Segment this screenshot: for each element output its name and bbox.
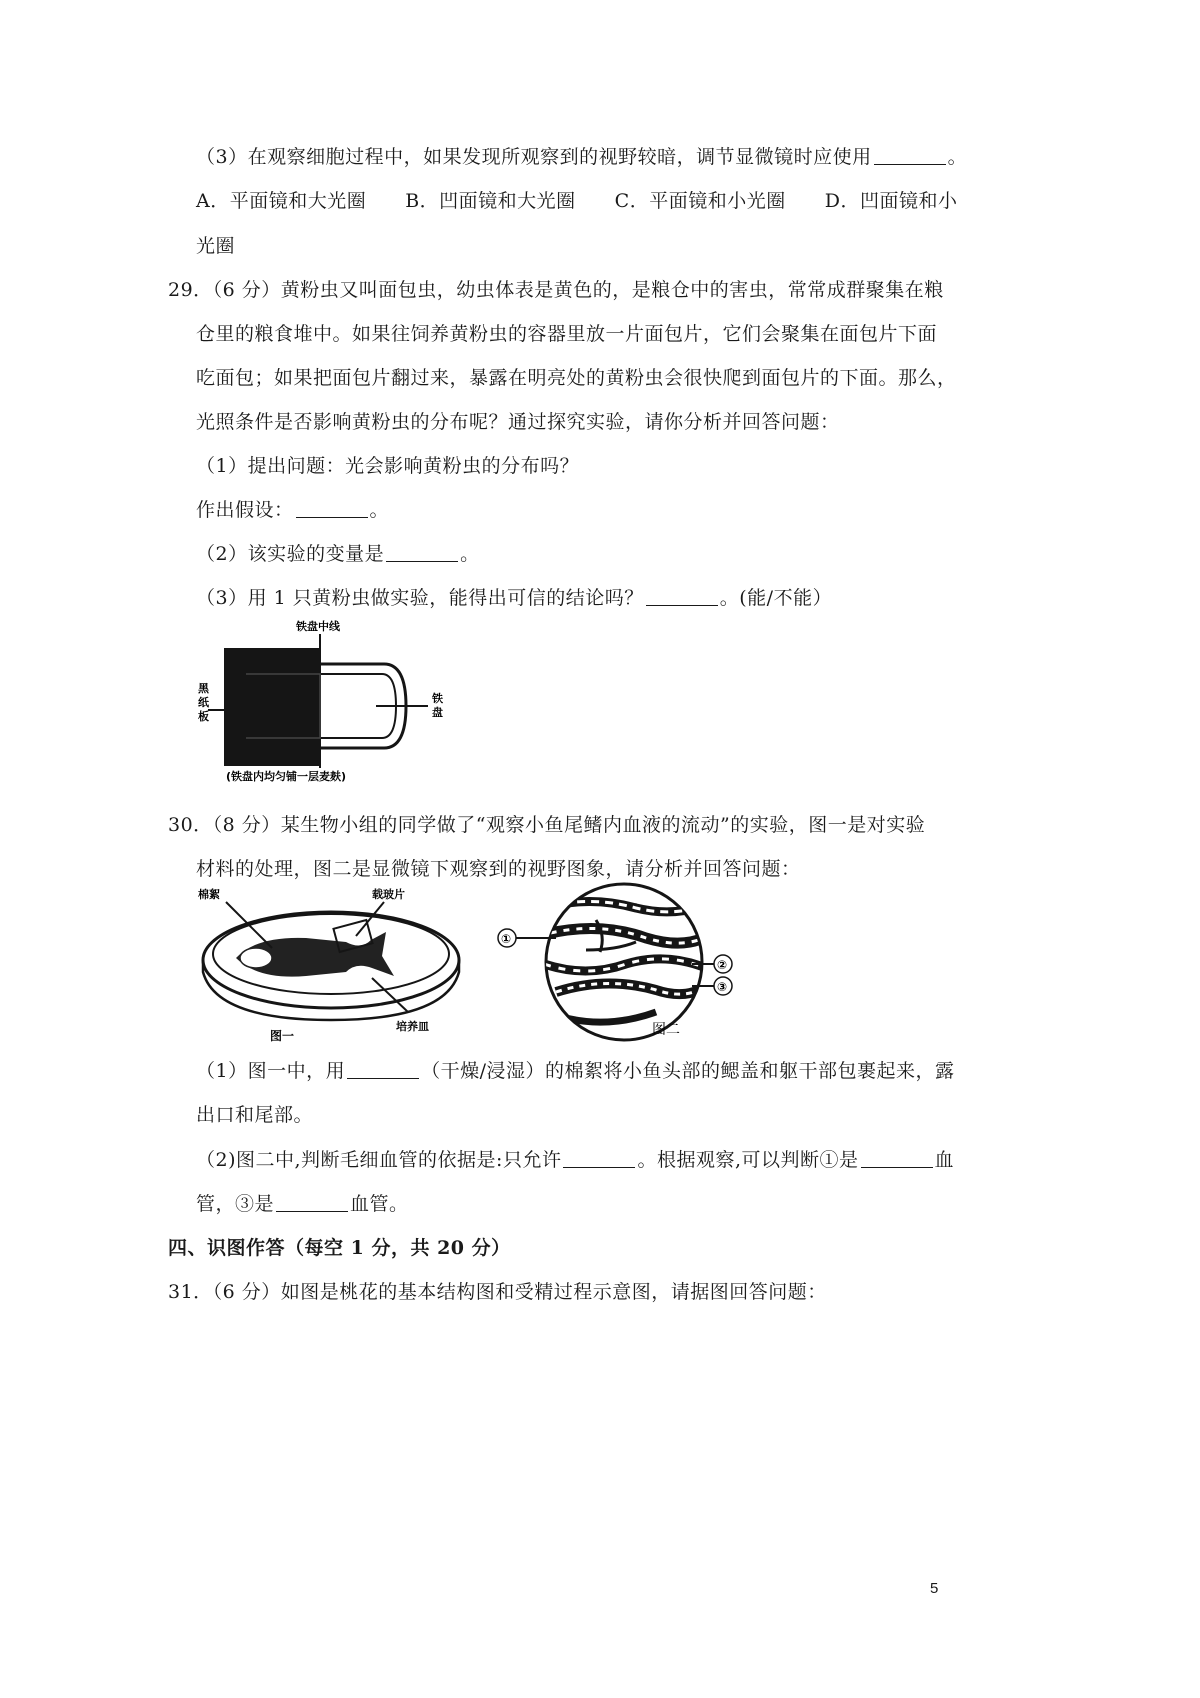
q29-stem-line1: 29．（6 分）黄粉虫又叫面包虫，幼虫体表是黄色的，是粮仓中的害虫，常常成群聚集在粮 (168, 279, 944, 301)
q30-part2: （2)图二中,判断毛细血管的依据是:只允许 。根据观察,可以判断①是 血 (196, 1149, 955, 1171)
tray-label-1: 铁 (432, 692, 443, 705)
section-four-heading: 四、识图作答（每空 1 分，共 20 分） (168, 1237, 511, 1259)
answer-blank[interactable] (276, 1193, 348, 1212)
answer-blank[interactable] (563, 1149, 635, 1168)
black-paper-label-2: 纸 (198, 696, 209, 709)
answer-blank[interactable] (386, 543, 458, 562)
label-3: ③ (717, 980, 728, 994)
answer-blank[interactable] (861, 1149, 933, 1168)
label-2: ② (717, 958, 728, 972)
q28-options-wrap: 光圈 (196, 235, 236, 257)
figure-one-caption: 图一 (270, 1029, 295, 1043)
slide-label: 载玻片 (372, 888, 405, 901)
black-paper-label-3: 板 (198, 710, 209, 723)
q30-part1: （1）图一中，用 （干燥/浸湿）的棉絮将小鱼头部的鳃盖和躯干部包裹起来，露 (196, 1060, 955, 1082)
q29-part2: （2）该实验的变量是 。 (196, 543, 480, 565)
figure-two-microscope-field (496, 880, 746, 1045)
answer-blank[interactable] (296, 499, 368, 518)
black-paper-label-1: 黑 (198, 682, 209, 695)
midline-label: 铁盘中线 (296, 620, 340, 633)
q31-stem: 31．（6 分）如图是桃花的基本结构图和受精过程示意图，请据图回答问题： (168, 1281, 827, 1303)
q29-stem-line4: 光照条件是否影响黄粉虫的分布呢？通过探究实验，请你分析并回答问题： (196, 411, 840, 433)
answer-blank[interactable] (874, 146, 946, 165)
q29-part1: （1）提出问题：光会影响黄粉虫的分布吗？ (196, 455, 580, 477)
tray-figure-caption: (铁盘内均匀铺一层麦麸) (226, 770, 347, 783)
black-paper-board (224, 648, 320, 766)
q29-part3: （3）用 1 只黄粉虫做实验，能得出可信的结论吗？ 。(能/不能） (196, 587, 833, 609)
tray-label-2: 盘 (432, 706, 443, 719)
answer-blank[interactable] (646, 587, 718, 606)
q28-part3: （3）在观察细胞过程中，如果发现所观察到的视野较暗，调节显微镜时应使用 。 (196, 146, 968, 168)
q29-stem-line3: 吃面包；如果把面包片翻过来，暴露在明亮处的黄粉虫会很快爬到面包片的下面。那么， (196, 367, 957, 389)
page-number: 5 (930, 1580, 939, 1597)
q29-stem-line2: 仓里的粮食堆中。如果往饲养黄粉虫的容器里放一片面包片，它们会聚集在面包片下面 (196, 323, 938, 345)
dish-label: 培养皿 (396, 1020, 429, 1033)
cotton-label: 棉絮 (198, 888, 220, 901)
q28-options: A．平面镜和大光圈 B．凹面镜和大光圈 C．平面镜和小光圈 D．凹面镜和小 (196, 190, 958, 212)
figure-one-petri-dish (196, 880, 466, 1045)
q30-part1-wrap: 出口和尾部。 (196, 1104, 314, 1126)
q30-stem-line1: 30．（8 分）某生物小组的同学做了“观察小鱼尾鳍内血液的流动”的实验，图一是对实验 (168, 814, 926, 836)
answer-blank[interactable] (347, 1060, 419, 1079)
figure-two-caption: 图二 (652, 1022, 680, 1038)
q28-part3-text: （3）在观察细胞过程中，如果发现所观察到的视野较暗，调节显微镜时应使用 (196, 146, 872, 168)
q30-stem-line2: 材料的处理，图二是显微镜下观察到的视野图象，请分析并回答问题： (196, 858, 801, 880)
q29-hypothesis: 作出假设： 。 (196, 499, 390, 521)
label-1: ① (501, 932, 512, 946)
q30-part2-wrap: 管，③是 血管。 (196, 1193, 409, 1215)
tray-experiment-figure (196, 618, 466, 783)
